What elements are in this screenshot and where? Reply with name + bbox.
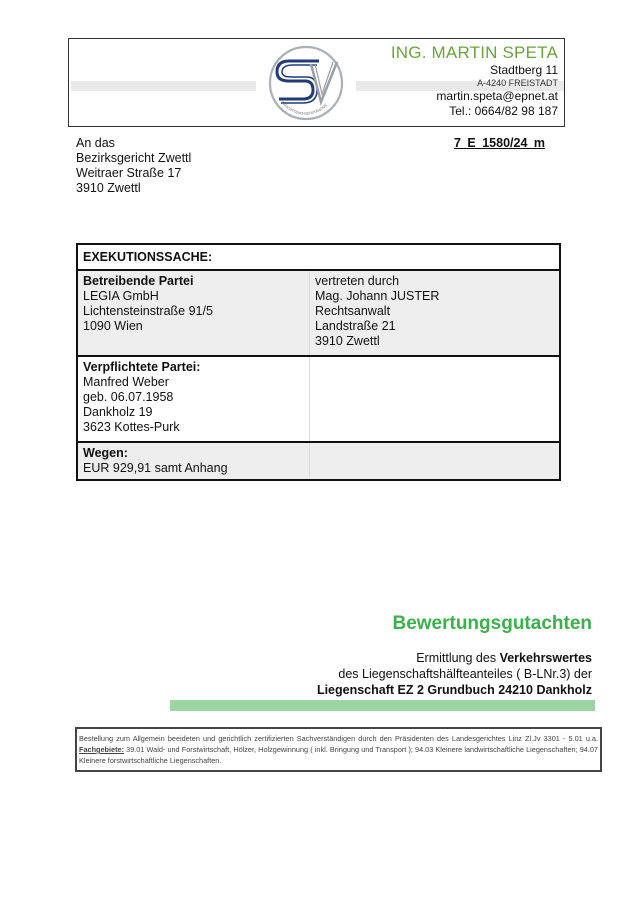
report-line1-text: Ermittlung des (416, 651, 500, 665)
table-row-claim (77, 442, 560, 480)
defendant-line: 3623 Kottes-Purk (83, 420, 180, 434)
plaintiff-line: Lichtensteinstraße 91/5 (83, 304, 213, 318)
defendant-line: geb. 06.07.1958 (83, 390, 174, 404)
letterhead-contact (391, 43, 558, 119)
representative-line: Rechtsanwalt (315, 304, 391, 318)
plaintiff-cell (77, 270, 310, 356)
plaintiff-line: LEGIA GmbH (83, 289, 159, 303)
report-subtitle-line2: des Liegenschaftshälfteanteiles ( B-LNr.3) der (338, 667, 592, 681)
expert-phone: Tel.: 0664/82 98 187 (449, 104, 558, 118)
report-subtitle (317, 650, 592, 698)
defendant-label: Verpflichtete Partei: (83, 360, 201, 374)
representative-line: vertreten durch (315, 274, 400, 288)
claim-cell (77, 442, 310, 480)
report-line1-bold: Verkehrswertes (499, 651, 592, 665)
defendant-cell (77, 356, 310, 442)
letterhead (68, 38, 565, 127)
accent-bar (170, 700, 595, 711)
certification-box (75, 727, 602, 772)
representative-line: 3910 Zwettl (315, 334, 380, 348)
report-subtitle-line1 (317, 650, 592, 666)
recipient-line: 3910 Zwettl (76, 181, 141, 195)
representative-cell (310, 270, 561, 356)
claim-empty-cell (310, 442, 561, 480)
defendant-line: Dankholz 19 (83, 405, 153, 419)
case-table (76, 243, 561, 481)
claim-value: EUR 929,91 samt Anhang (83, 461, 228, 475)
representative-line: Landstraße 21 (315, 319, 396, 333)
certification-fields: 39.01 Wald- und Forstwirtschaft, Hölzer, Holzgewinnung ( inkl. Bringung und Transport ); 94.03 Kleinere landwirtschaftliche Liegenschaften; 94.07 Kleinere forstwirtschaftliche Liegenschaften. (79, 745, 598, 765)
certification-label: Fachgebiete: (79, 745, 125, 754)
expert-name: ING. MARTIN SPETA (390, 43, 558, 62)
defendant-empty-cell (310, 356, 561, 442)
table-row-defendant (77, 356, 560, 442)
report-title: Bewertungsgutachten (392, 613, 592, 634)
defendant-line: Manfred Weber (83, 375, 169, 389)
expert-city: A-4240 FREISTADT (477, 78, 558, 88)
recipient-line: An das (76, 136, 115, 150)
plaintiff-line: 1090 Wien (83, 319, 143, 333)
expert-email[interactable]: martin.speta@epnet.at (436, 89, 558, 103)
representative-line: Mag. Johann JUSTER (315, 289, 440, 303)
sv-logo-icon (267, 44, 345, 122)
expert-street: Stadtberg 11 (490, 63, 558, 77)
recipient-address (76, 136, 191, 196)
plaintiff-label: Betreibende Partei (83, 274, 194, 288)
letterhead-stripe-left (71, 81, 256, 91)
recipient-line: Weitraer Straße 17 (76, 166, 182, 180)
recipient-line: Bezirksgericht Zwettl (76, 151, 192, 165)
report-subtitle-line3: Liegenschaft EZ 2 Grundbuch 24210 Dankholz (316, 683, 592, 697)
svg-text:GERICHTSSACHVERSTÄNDIGE: GERICHTSSACHVERSTÄNDIGE (280, 100, 329, 116)
case-table-title: EXEKUTIONSSACHE: (77, 244, 560, 270)
claim-label: Wegen: (83, 446, 128, 460)
case-number: 7 E 1580/24 m (454, 136, 546, 150)
table-row-plaintiff (77, 270, 560, 356)
certification-text: Bestellung zum Allgemein beeideten und gerichtlich zertifizierten Sachverständigen durch den Präsidenten des Landesgerichtes Linz Zl.Jv 3301 - 5.01 u.a. (79, 734, 598, 743)
